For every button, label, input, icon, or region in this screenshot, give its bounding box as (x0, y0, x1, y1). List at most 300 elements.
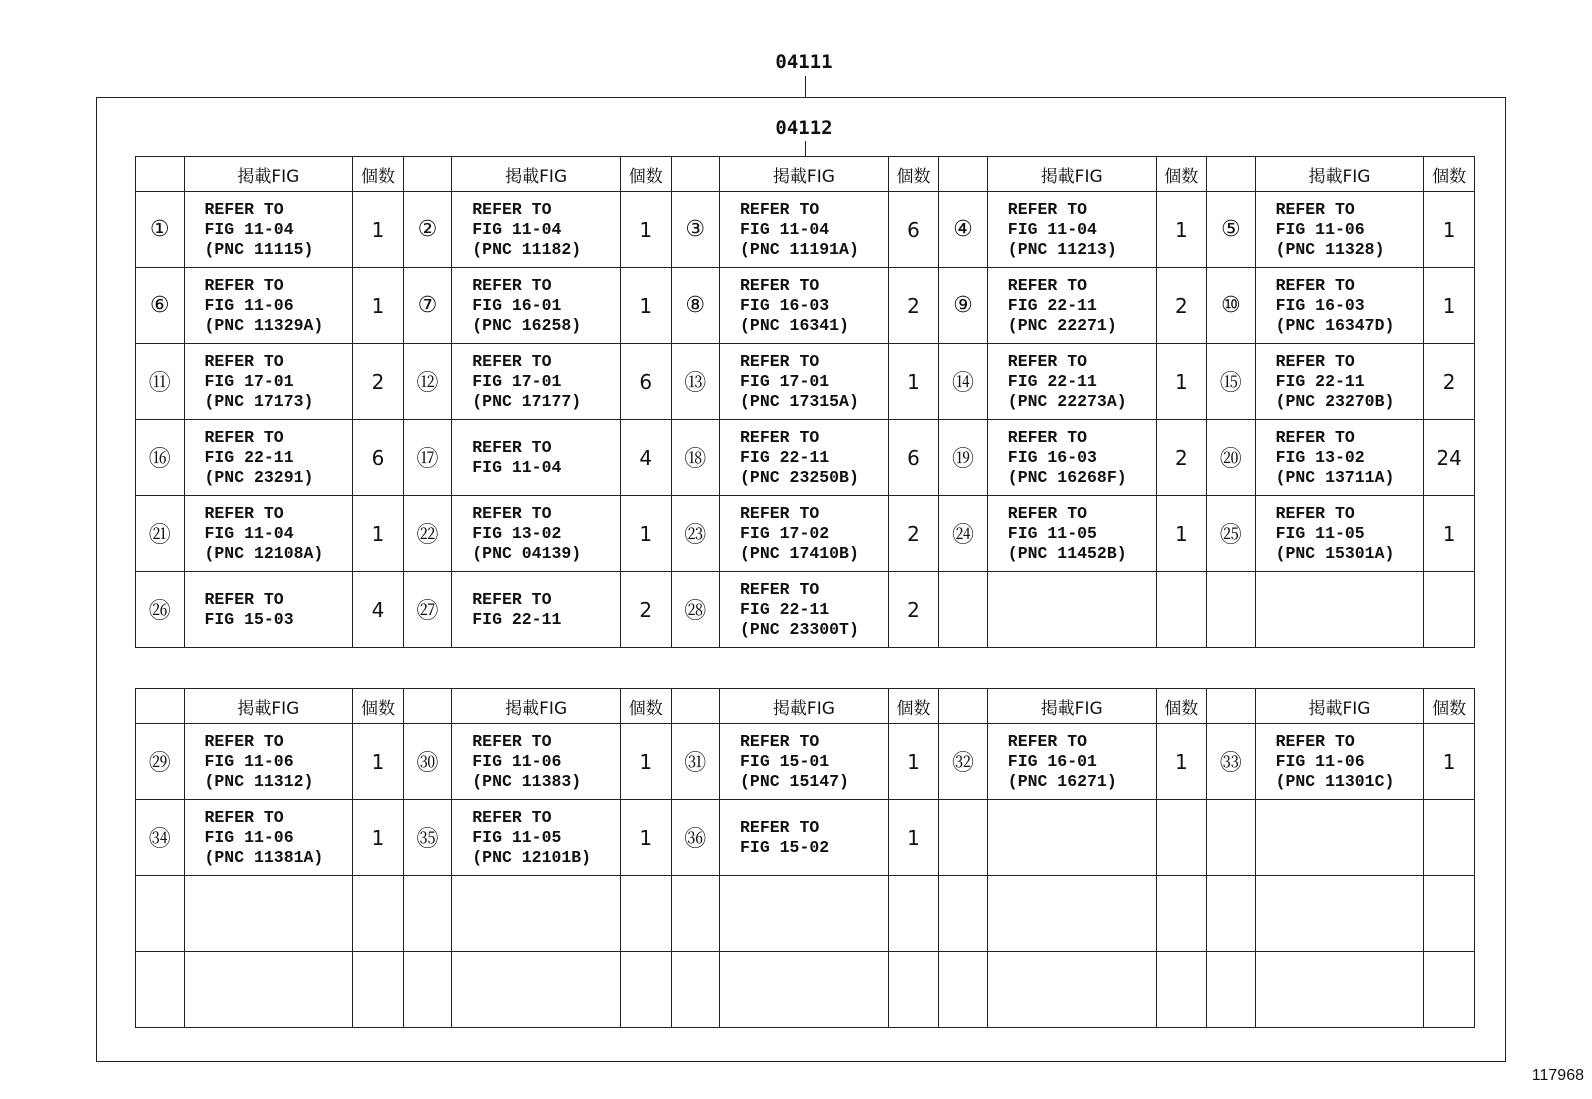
fig-reference-line: REFER TO (472, 437, 552, 457)
fig-reference (452, 420, 621, 496)
quantity: 1 (888, 724, 939, 800)
fig-reference (720, 572, 889, 648)
item-number: ㉟ (403, 800, 452, 876)
fig-reference-line: (PNC 11329A) (204, 315, 324, 335)
item-number: ② (403, 192, 452, 268)
item-number: ⑨ (939, 268, 988, 344)
header-fig: 掲載FIG (184, 157, 353, 192)
fig-reference-line: FIG 22-11 (204, 447, 294, 467)
fig-reference-line: REFER TO (1007, 503, 1088, 523)
quantity: 1 (353, 268, 404, 344)
item-number: ⑬ (671, 344, 720, 420)
fig-reference-line: REFER TO (740, 351, 820, 371)
item-number: ⑪ (136, 344, 185, 420)
quantity (1424, 952, 1475, 1028)
header-number-cell (671, 689, 720, 724)
fig-reference (987, 876, 1156, 952)
quantity: 6 (621, 344, 672, 420)
fig-reference (184, 420, 353, 496)
table-row (136, 268, 1475, 344)
fig-reference-line: FIG 15-02 (740, 837, 830, 857)
fig-reference-line: (PNC 16258) (472, 315, 582, 335)
item-number: ㉙ (136, 724, 185, 800)
item-number: ㉔ (939, 496, 988, 572)
fig-reference-line: (PNC 11213) (1007, 239, 1117, 259)
header-number-cell (671, 157, 720, 192)
fig-reference-line: FIG 11-05 (1275, 523, 1365, 543)
quantity: 1 (353, 800, 404, 876)
header-number-cell (403, 689, 452, 724)
item-number: ⑳ (1207, 420, 1256, 496)
quantity (353, 876, 404, 952)
quantity: 2 (1424, 344, 1475, 420)
fig-reference-line: REFER TO (1007, 731, 1088, 751)
header-fig: 掲載FIG (987, 689, 1156, 724)
fig-reference-line: REFER TO (1275, 427, 1355, 447)
fig-reference-line: (PNC 23300T) (740, 619, 859, 639)
fig-reference-line: (PNC 11383) (472, 771, 582, 791)
quantity: 2 (353, 344, 404, 420)
item-number: ① (136, 192, 185, 268)
item-number: ㉚ (403, 724, 452, 800)
fig-reference (1255, 724, 1424, 800)
quantity: 6 (353, 420, 404, 496)
item-number: ⑩ (1207, 268, 1256, 344)
fig-reference-line: (PNC 12101B) (472, 847, 592, 867)
quantity: 1 (1156, 344, 1207, 420)
item-number: ⑦ (403, 268, 452, 344)
fig-reference-line: FIG 22-11 (1007, 371, 1097, 391)
item-number: ⑫ (403, 344, 452, 420)
fig-reference-line: FIG 17-01 (740, 371, 830, 391)
fig-reference (452, 268, 621, 344)
fig-reference (184, 268, 353, 344)
fig-reference (987, 268, 1156, 344)
fig-reference-line: (PNC 23291) (204, 467, 314, 487)
fig-reference-line: (PNC 11381A) (204, 847, 324, 867)
fig-reference-line: FIG 17-02 (740, 523, 830, 543)
illustration-number: 117968 (1531, 1067, 1584, 1084)
fig-reference-line: (PNC 17173) (204, 391, 314, 411)
fig-reference (184, 724, 353, 800)
quantity (888, 876, 939, 952)
fig-reference-line: (PNC 11182) (472, 239, 582, 259)
fig-reference (184, 192, 353, 268)
fig-reference-line: REFER TO (204, 199, 284, 219)
quantity: 1 (888, 344, 939, 420)
item-number: ㉕ (1207, 496, 1256, 572)
header-number-cell (136, 689, 185, 724)
fig-reference-line: FIG 15-01 (740, 751, 830, 771)
fig-reference-line: (PNC 16268F) (1007, 467, 1127, 487)
header-qty: 個数 (353, 689, 404, 724)
item-number (671, 952, 720, 1028)
header-qty: 個数 (621, 689, 672, 724)
table-row (136, 420, 1475, 496)
quantity: 1 (1424, 496, 1475, 572)
fig-reference-line: (PNC 15301A) (1275, 543, 1395, 563)
header-number-cell (939, 689, 988, 724)
fig-reference (1255, 344, 1424, 420)
quantity: 4 (621, 420, 672, 496)
fig-reference (452, 572, 621, 648)
quantity: 2 (621, 572, 672, 648)
item-number: ⑯ (136, 420, 185, 496)
item-number: ㉖ (136, 572, 185, 648)
fig-reference (987, 800, 1156, 876)
fig-reference-line: REFER TO (1275, 351, 1355, 371)
fig-reference-line: FIG 22-11 (472, 609, 562, 629)
fig-reference-line: (PNC 11301C) (1275, 771, 1395, 791)
fig-reference-line: FIG 11-06 (1275, 751, 1365, 771)
fig-reference-line: (PNC 12108A) (204, 543, 324, 563)
quantity: 4 (353, 572, 404, 648)
fig-reference-line: FIG 11-05 (1007, 523, 1097, 543)
parts-reference-table-2 (135, 688, 1475, 1028)
quantity (888, 952, 939, 1028)
fig-reference-line: FIG 11-04 (740, 219, 830, 239)
fig-reference-line: REFER TO (1007, 351, 1088, 371)
item-number: ⑥ (136, 268, 185, 344)
quantity (1156, 800, 1207, 876)
fig-reference-line: REFER TO (1275, 275, 1355, 295)
callout-04111: 04111 (775, 51, 833, 73)
fig-reference-line: REFER TO (204, 807, 284, 827)
fig-reference (184, 952, 353, 1028)
item-number: ④ (939, 192, 988, 268)
fig-reference (184, 344, 353, 420)
fig-reference-line: REFER TO (204, 427, 284, 447)
item-number (939, 800, 988, 876)
header-fig: 掲載FIG (987, 157, 1156, 192)
table-row (136, 800, 1475, 876)
fig-reference-line: REFER TO (472, 199, 552, 219)
fig-reference-line: REFER TO (740, 275, 820, 295)
fig-reference-line: (PNC 17315A) (740, 391, 859, 411)
item-number (403, 876, 452, 952)
fig-reference (452, 724, 621, 800)
fig-reference (184, 496, 353, 572)
item-number: ㉘ (671, 572, 720, 648)
fig-reference (720, 496, 889, 572)
item-number (1207, 572, 1256, 648)
item-number (1207, 952, 1256, 1028)
fig-reference-line: REFER TO (204, 503, 284, 523)
fig-reference (720, 268, 889, 344)
fig-reference (720, 344, 889, 420)
quantity (1156, 876, 1207, 952)
header-fig: 掲載FIG (1255, 689, 1424, 724)
fig-reference (987, 724, 1156, 800)
fig-reference (452, 876, 621, 952)
quantity: 2 (1156, 268, 1207, 344)
fig-reference-line: FIG 11-04 (472, 219, 562, 239)
quantity: 1 (353, 724, 404, 800)
header-fig: 掲載FIG (720, 157, 889, 192)
quantity: 1 (888, 800, 939, 876)
callout-04112: 04112 (775, 117, 833, 139)
fig-reference-line: FIG 16-03 (1275, 295, 1365, 315)
fig-reference-line: REFER TO (1007, 427, 1088, 447)
item-number (939, 572, 988, 648)
header-number-cell (1207, 689, 1256, 724)
header-number-cell (939, 157, 988, 192)
item-number (1207, 876, 1256, 952)
fig-reference-line: REFER TO (472, 351, 552, 371)
fig-reference-line: FIG 11-04 (204, 523, 294, 543)
quantity: 1 (1156, 192, 1207, 268)
fig-reference-line: REFER TO (740, 731, 820, 751)
quantity (1424, 800, 1475, 876)
item-number: ⑭ (939, 344, 988, 420)
table-row (136, 876, 1475, 952)
fig-reference-line: REFER TO (1275, 503, 1355, 523)
fig-reference (987, 572, 1156, 648)
fig-reference-line: REFER TO (204, 589, 284, 609)
fig-reference-line: REFER TO (1007, 275, 1088, 295)
fig-reference-line: (PNC 22273A) (1007, 391, 1127, 411)
fig-reference-line: FIG 16-03 (1007, 447, 1097, 467)
fig-reference-line: (PNC 23270B) (1275, 391, 1395, 411)
fig-reference-line: FIG 22-11 (1275, 371, 1365, 391)
item-number: ⑱ (671, 420, 720, 496)
fig-reference (987, 192, 1156, 268)
header-qty: 個数 (1424, 689, 1475, 724)
quantity (353, 952, 404, 1028)
fig-reference-line: REFER TO (472, 275, 552, 295)
fig-reference-line: FIG 11-06 (204, 751, 294, 771)
fig-reference (1255, 952, 1424, 1028)
fig-reference-line: FIG 11-06 (204, 295, 294, 315)
header-fig: 掲載FIG (720, 689, 889, 724)
item-number: ㉜ (939, 724, 988, 800)
fig-reference (184, 572, 353, 648)
fig-reference-line: (PNC 16341) (740, 315, 849, 335)
fig-reference (1255, 420, 1424, 496)
fig-reference-line: FIG 17-01 (204, 371, 294, 391)
quantity: 2 (888, 572, 939, 648)
fig-reference-line: REFER TO (740, 817, 820, 837)
fig-reference-line: FIG 13-02 (1275, 447, 1365, 467)
quantity (621, 952, 672, 1028)
item-number: ㉗ (403, 572, 452, 648)
fig-reference (720, 876, 889, 952)
fig-reference (987, 420, 1156, 496)
quantity: 1 (621, 192, 672, 268)
fig-reference-line: FIG 15-03 (204, 609, 294, 629)
table-row (136, 344, 1475, 420)
fig-reference-line: FIG 11-04 (472, 457, 562, 477)
fig-reference-line: FIG 11-04 (204, 219, 294, 239)
item-number (136, 952, 185, 1028)
fig-reference-line: (PNC 16347D) (1275, 315, 1395, 335)
item-number: ⑤ (1207, 192, 1256, 268)
quantity (1156, 572, 1207, 648)
header-qty: 個数 (353, 157, 404, 192)
fig-reference-line: REFER TO (204, 275, 284, 295)
quantity: 1 (353, 496, 404, 572)
fig-reference (1255, 496, 1424, 572)
parts-reference-table-1 (135, 156, 1475, 648)
leader-line-04112 (805, 141, 806, 156)
item-number: ⑧ (671, 268, 720, 344)
fig-reference-line: FIG 11-06 (1275, 219, 1365, 239)
quantity: 1 (621, 800, 672, 876)
fig-reference-line: (PNC 11328) (1275, 239, 1385, 259)
quantity: 1 (1156, 724, 1207, 800)
fig-reference (452, 192, 621, 268)
fig-reference-line: FIG 22-11 (1007, 295, 1097, 315)
item-number (939, 876, 988, 952)
header-qty: 個数 (621, 157, 672, 192)
item-number (671, 876, 720, 952)
item-number: ㉓ (671, 496, 720, 572)
fig-reference (1255, 800, 1424, 876)
table-row (136, 952, 1475, 1028)
fig-reference-line: FIG 11-04 (1007, 219, 1097, 239)
quantity: 1 (1424, 192, 1475, 268)
quantity: 2 (888, 496, 939, 572)
quantity (1156, 952, 1207, 1028)
item-number: ⑮ (1207, 344, 1256, 420)
item-number: ㉝ (1207, 724, 1256, 800)
quantity: 1 (353, 192, 404, 268)
fig-reference (452, 952, 621, 1028)
fig-reference-line: REFER TO (1007, 199, 1088, 219)
fig-reference-line: REFER TO (740, 579, 820, 599)
fig-reference-line: (PNC 16271) (1007, 771, 1117, 791)
fig-reference-line: FIG 16-01 (1007, 751, 1097, 771)
quantity (1424, 572, 1475, 648)
header-qty: 個数 (1156, 689, 1207, 724)
header-fig: 掲載FIG (1255, 157, 1424, 192)
quantity: 1 (621, 724, 672, 800)
item-number (403, 952, 452, 1028)
fig-reference-line: REFER TO (204, 731, 284, 751)
header-qty: 個数 (888, 157, 939, 192)
fig-reference (987, 496, 1156, 572)
quantity: 2 (1156, 420, 1207, 496)
fig-reference-line: (PNC 17410B) (740, 543, 859, 563)
fig-reference-line: REFER TO (472, 807, 552, 827)
fig-reference (720, 800, 889, 876)
item-number: ㉒ (403, 496, 452, 572)
fig-reference (184, 876, 353, 952)
header-qty: 個数 (1156, 157, 1207, 192)
table-row (136, 192, 1475, 268)
quantity (1424, 876, 1475, 952)
fig-reference (720, 192, 889, 268)
fig-reference-line: REFER TO (472, 589, 552, 609)
fig-reference (1255, 572, 1424, 648)
header-qty: 個数 (1424, 157, 1475, 192)
fig-reference (987, 952, 1156, 1028)
quantity: 1 (1156, 496, 1207, 572)
leader-line-04111 (805, 76, 806, 97)
fig-reference-line: FIG 11-05 (472, 827, 562, 847)
header-number-cell (403, 157, 452, 192)
item-number (939, 952, 988, 1028)
fig-reference-line: FIG 16-01 (472, 295, 562, 315)
header-fig: 掲載FIG (452, 157, 621, 192)
fig-reference (1255, 192, 1424, 268)
fig-reference (720, 420, 889, 496)
fig-reference-line: REFER TO (1275, 199, 1355, 219)
item-number: ③ (671, 192, 720, 268)
fig-reference-line: FIG 16-03 (740, 295, 830, 315)
fig-reference-line: REFER TO (472, 503, 552, 523)
quantity: 6 (888, 192, 939, 268)
quantity: 24 (1424, 420, 1475, 496)
fig-reference (1255, 876, 1424, 952)
quantity: 1 (1424, 268, 1475, 344)
fig-reference-line: (PNC 17177) (472, 391, 582, 411)
item-number: ㊱ (671, 800, 720, 876)
header-row (136, 157, 1475, 192)
header-number-cell (1207, 157, 1256, 192)
item-number: ㉑ (136, 496, 185, 572)
fig-reference-line: FIG 17-01 (472, 371, 562, 391)
fig-reference (720, 952, 889, 1028)
fig-reference-line: (PNC 13711A) (1275, 467, 1395, 487)
fig-reference-line: (PNC 11312) (204, 771, 314, 791)
fig-reference-line: REFER TO (204, 351, 284, 371)
fig-reference-line: REFER TO (472, 731, 552, 751)
fig-reference-line: REFER TO (1275, 731, 1355, 751)
quantity: 1 (621, 496, 672, 572)
fig-reference (720, 724, 889, 800)
table-row (136, 496, 1475, 572)
fig-reference-line: FIG 13-02 (472, 523, 562, 543)
quantity (621, 876, 672, 952)
fig-reference-line: FIG 22-11 (740, 599, 830, 619)
item-number (1207, 800, 1256, 876)
fig-reference-line: (PNC 11115) (204, 239, 314, 259)
header-row (136, 689, 1475, 724)
header-fig: 掲載FIG (452, 689, 621, 724)
quantity: 2 (888, 268, 939, 344)
fig-reference (1255, 268, 1424, 344)
fig-reference-line: (PNC 23250B) (740, 467, 859, 487)
table-row (136, 724, 1475, 800)
fig-reference-line: (PNC 15147) (740, 771, 849, 791)
fig-reference-line: REFER TO (740, 427, 820, 447)
fig-reference-line: FIG 22-11 (740, 447, 830, 467)
fig-reference-line: (PNC 22271) (1007, 315, 1117, 335)
fig-reference (184, 800, 353, 876)
quantity: 6 (888, 420, 939, 496)
header-fig: 掲載FIG (184, 689, 353, 724)
item-number: ㉞ (136, 800, 185, 876)
fig-reference-line: REFER TO (740, 199, 820, 219)
fig-reference-line: FIG 11-06 (204, 827, 294, 847)
item-number: ⑰ (403, 420, 452, 496)
fig-reference-line: (PNC 04139) (472, 543, 582, 563)
quantity: 1 (1424, 724, 1475, 800)
fig-reference (452, 800, 621, 876)
header-qty: 個数 (888, 689, 939, 724)
fig-reference-line: FIG 11-06 (472, 751, 562, 771)
fig-reference-line: (PNC 11191A) (740, 239, 859, 259)
item-number: ㉛ (671, 724, 720, 800)
item-number: ⑲ (939, 420, 988, 496)
fig-reference (452, 344, 621, 420)
fig-reference-line: (PNC 11452B) (1007, 543, 1127, 563)
fig-reference-line: REFER TO (740, 503, 820, 523)
item-number (136, 876, 185, 952)
fig-reference (987, 344, 1156, 420)
quantity: 1 (621, 268, 672, 344)
